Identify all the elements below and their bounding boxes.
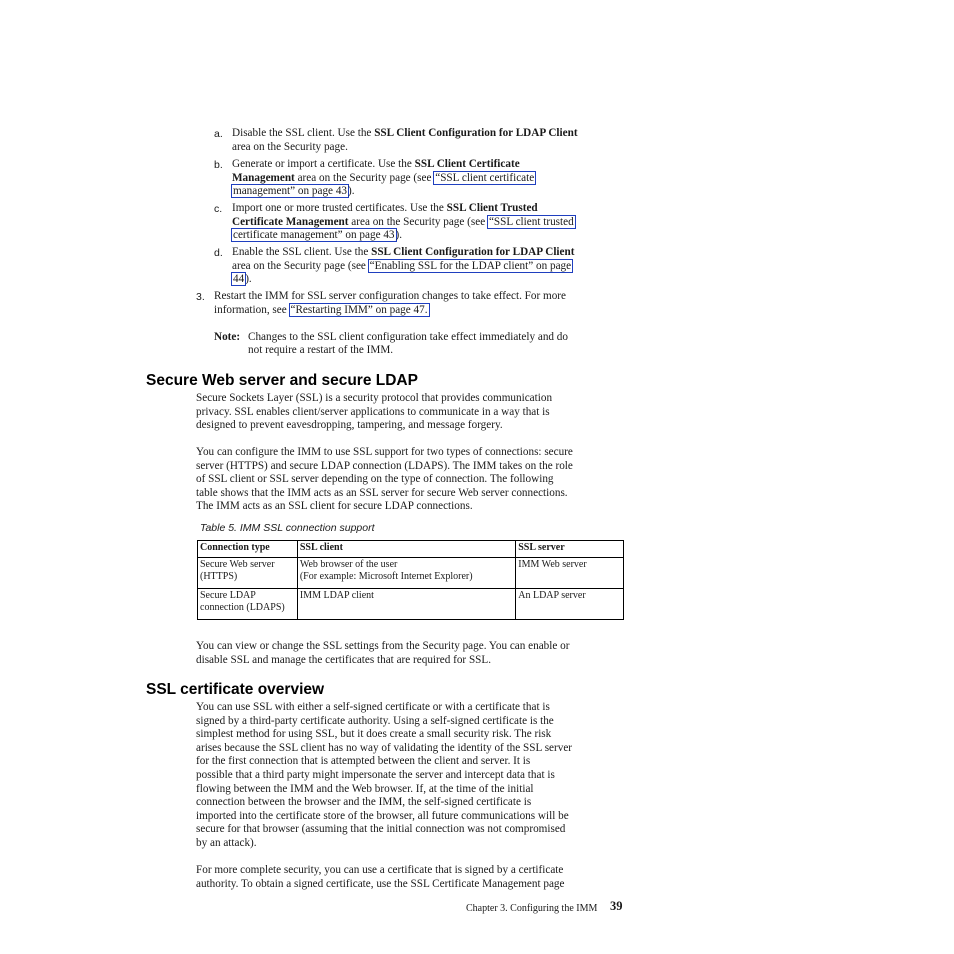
section1-para3 (196, 640, 628, 667)
cell-text: Secure Web server (200, 558, 275, 570)
text-line: You can view or change the SSL settings from the Security page. You can enable or (196, 640, 570, 652)
step-d-text2: area on the Security page (see (232, 260, 369, 272)
text-line: The IMM acts as an SSL client for secure LDAP connections. (196, 500, 473, 513)
text-line: privacy. SSL enables client/server applications to communicate in a way that is (196, 405, 550, 418)
step-c-line3 (232, 229, 402, 243)
cell-text: (HTTPS) (200, 571, 238, 582)
step-b-text2: area on the Security page (see (294, 172, 435, 184)
step-c-line1 (232, 202, 538, 216)
step-a-line1 (232, 127, 578, 141)
step-b-label: b. (214, 159, 223, 171)
section1-para1 (196, 392, 628, 433)
step-c-text: Import one or more trusted certificates. Use the (232, 202, 447, 214)
step-a-bold: SSL Client Configuration for LDAP Client (374, 127, 578, 139)
text-line: arises because the SSL client has no way of validating the identity of the SSL server (196, 741, 573, 754)
link-restarting-imm[interactable]: “Restarting IMM” on page 47. (290, 304, 428, 316)
step-b-bold2: Management (232, 172, 295, 184)
page-number: 39 (610, 899, 623, 913)
note-label (214, 331, 240, 345)
text-line: of SSL client or SSL server depending on the type of connection. The following (196, 473, 554, 486)
step-d-bold: SSL Client Configuration for LDAP Client (371, 246, 575, 258)
text-line: designed to prevent eavesdropping, tampering, and message forgery. (196, 419, 503, 432)
note-line1: Changes to the SSL client configuration take effect immediately and do (248, 331, 568, 343)
col-header-ssl-client: SSL client (297, 541, 515, 558)
table-row (198, 588, 624, 619)
link-ssl-client-certificate-management[interactable]: “SSL client certificate (435, 172, 535, 184)
step-d-text3: ). (245, 273, 252, 285)
link-ssl-client-trusted-certificate-management[interactable]: “SSL client trusted (488, 216, 574, 228)
cell-connection-type (198, 588, 298, 619)
step-d-line1 (232, 246, 574, 260)
cell-connection-type (198, 557, 298, 588)
step-a-label: a. (214, 128, 223, 140)
step-a-line2: area on the Security page. (232, 141, 348, 153)
link-enabling-ssl-ldap-client-page[interactable]: 44 (233, 273, 245, 285)
heading-ssl-certificate-overview: SSL certificate overview (146, 681, 325, 698)
step-3-text2: information, see (214, 304, 290, 316)
cell-ssl-server: An LDAP server (516, 588, 624, 619)
step-b-text: Generate or import a certificate. Use the (232, 158, 415, 170)
col-header-ssl-server: SSL server (516, 541, 624, 558)
text-line: table shows that the IMM acts as an SSL server for secure Web server connections. (196, 486, 568, 499)
cell-ssl-client (297, 588, 515, 619)
step-c-bold: SSL Client Trusted (446, 202, 538, 214)
table-header-row (198, 541, 624, 558)
text-line: secure for that browser (assuming that the initial connection was not compromised (196, 823, 566, 836)
heading-secure-web-server: Secure Web server and secure LDAP (146, 372, 418, 389)
cell-text: connection (LDAPS) (200, 602, 285, 613)
cell-text: Web browser of the user (299, 558, 398, 570)
text-line: imported into the certificate store of the browser, all future communications will be (196, 809, 569, 822)
text-line: server (HTTPS) and secure LDAP connection (LDAPS). The IMM takes on the role (196, 459, 573, 472)
ssl-connection-table (197, 540, 624, 620)
link-ssl-client-certificate-management-page[interactable]: management” on page 43 (233, 185, 348, 197)
link-ssl-client-trusted-certificate-management-page[interactable]: certificate management” on page 43 (233, 229, 395, 241)
step-b-text3: ). (348, 185, 355, 197)
text-line: disable SSL and manage the certificates that are required for SSL. (196, 653, 492, 666)
step-b-line1 (232, 158, 520, 172)
cell-ssl-server: IMM Web server (516, 557, 624, 588)
step-3-line1: Restart the IMM for SSL server configuration changes to take effect. For more (214, 290, 566, 302)
step-c-text3: ). (395, 229, 403, 241)
text-line: flowing between the IMM and the Web browser. If, at the time of the initial (196, 782, 534, 795)
footer-chapter: Chapter 3. Configuring the IMM (466, 903, 598, 914)
step-3-label: 3. (196, 291, 205, 303)
text-line: for the first connection that is attempted between the client and server. It is (196, 755, 531, 768)
text-line: authority. To obtain a signed certificate, use the SSL Certificate Management page (196, 877, 565, 890)
text-line: by an attack). (196, 836, 257, 849)
col-header-connection-type: Connection type (198, 541, 298, 558)
text-line: Secure Sockets Layer (SSL) is a security protocol that provides communication (196, 392, 553, 404)
text-line: For more complete security, you can use a certificate that is signed by a certificate (196, 864, 564, 876)
section1-para2 (196, 446, 628, 514)
step-c-label: c. (214, 203, 223, 215)
text-line: signed by a third-party certificate authority. Using a self-signed certificate is the (196, 714, 554, 727)
step-d-text: Enable the SSL client. Use the (232, 246, 372, 258)
text-line: You can use SSL with either a self-signed certificate or with a certificate that is (196, 701, 550, 713)
text-line: simplest method for using SSL, but it does create a small security risk. The risk (196, 728, 552, 741)
text-line: possible that a third party might impersonate the server and intercept data that is (196, 768, 555, 781)
table-row (198, 557, 624, 588)
cell-text: (For example: Microsoft Internet Explorer) (299, 571, 473, 582)
step-d-line2 (232, 260, 572, 274)
section2-para1 (196, 701, 628, 851)
note-line2: not require a restart of the IMM. (248, 344, 394, 356)
step-a-text: Disable the SSL client. Use the (232, 127, 375, 139)
cell-text: Secure LDAP (200, 589, 256, 601)
step-c-text2: area on the Security page (see (348, 216, 488, 228)
step-b-bold: SSL Client Certificate (414, 158, 520, 170)
step-d-line3 (232, 273, 252, 287)
section2-para2 (196, 864, 628, 891)
cell-ssl-client (297, 557, 515, 588)
text-line: connection between the browser and the IMM, the self-signed certificate is (196, 796, 532, 809)
step-c-bold2: Certificate Management (232, 216, 349, 228)
cell-text: IMM LDAP client (299, 589, 374, 601)
link-enabling-ssl-ldap-client[interactable]: “Enabling SSL for the LDAP client” on page (369, 260, 572, 272)
table-caption: Table 5. IMM SSL connection support (200, 522, 375, 534)
note-label-text: Note: (214, 331, 241, 343)
step-3-line2 (214, 304, 429, 318)
step-b-line3 (232, 185, 355, 199)
text-line: You can configure the IMM to use SSL support for two types of connections: secure (196, 446, 573, 458)
step-d-label: d. (214, 247, 223, 259)
